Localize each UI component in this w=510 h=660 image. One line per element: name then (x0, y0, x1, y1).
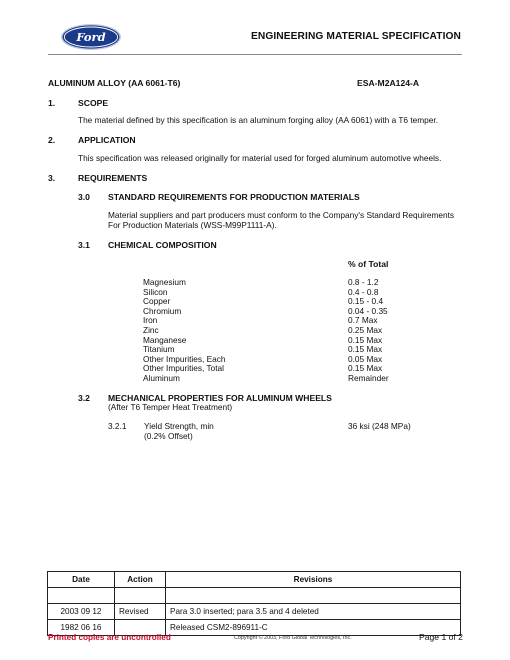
subsection-subtitle-3-2: (After T6 Temper Heat Treatment) (108, 402, 233, 412)
composition-element: Titanium (143, 344, 175, 355)
composition-value: 0.15 Max (348, 363, 383, 374)
revision-text: Released CSM2-896911-C (166, 620, 461, 636)
subsection-number-3-0: 3.0 (78, 192, 90, 202)
revision-date: 2003 09 12 (48, 604, 115, 620)
subsection-title-3-0: STANDARD REQUIREMENTS FOR PRODUCTION MATERIALS (108, 192, 360, 202)
subsection-title-3-1: CHEMICAL COMPOSITION (108, 240, 217, 250)
composition-value: 0.04 - 0.35 (348, 305, 388, 316)
composition-element: Other Impurities, Total (143, 363, 225, 374)
standard-requirements-line-1: Material suppliers and part producers must conform to the Company's Standard Requirements (108, 210, 455, 220)
copyright-notice: Copyright © 2003, Ford Global Technologies, Inc. (234, 635, 352, 641)
section-title-application: APPLICATION (78, 135, 136, 145)
composition-value: 0.05 Max (348, 353, 383, 364)
subsection-number-3-2: 3.2 (78, 393, 90, 403)
revisions-header-row (48, 572, 461, 588)
composition-value: Remainder (348, 373, 389, 383)
standard-requirements-line-2: For Production Materials (WSS-M99P1111-A). (108, 220, 277, 230)
ford-logo (60, 23, 122, 51)
composition-element: Zinc (143, 325, 159, 335)
composition-value: 0.4 - 0.8 (348, 286, 379, 297)
revisions-header-revisions: Revisions (166, 572, 461, 588)
composition-element: Aluminum (143, 373, 180, 383)
composition-element: Magnesium (143, 277, 186, 287)
composition-column-header: % of Total (348, 259, 389, 269)
yield-strength-value: 36 ksi (248 MPa) (348, 421, 411, 431)
subsection-number-3-1: 3.1 (78, 240, 90, 250)
composition-value: 0.25 Max (348, 325, 383, 335)
revision-text: Para 3.0 inserted; para 3.5 and 4 deleted (166, 604, 461, 620)
composition-value: 0.8 - 1.2 (348, 277, 379, 287)
yield-strength-label: Yield Strength, min (144, 421, 214, 431)
section-title-scope: SCOPE (78, 98, 109, 108)
page-title: ENGINEERING MATERIAL SPECIFICATION (251, 31, 461, 42)
composition-element: Chromium (143, 305, 182, 316)
composition-row (143, 374, 423, 384)
composition-value: 0.15 Max (348, 344, 383, 355)
revisions-header-date: Date (48, 572, 115, 588)
composition-element: Other Impurities, Each (143, 353, 226, 364)
revision-row (48, 604, 461, 620)
section-number-scope: 1. (48, 98, 56, 108)
revision-row (48, 588, 461, 604)
composition-value: 0.7 Max (348, 315, 378, 326)
composition-element: Iron (143, 315, 158, 326)
ford-oval-icon (60, 23, 122, 51)
section-number-requirements: 3. (48, 173, 56, 183)
revision-date: 1982 06 16 (48, 620, 115, 636)
revisions-header-action: Action (115, 572, 166, 588)
composition-value: 0.15 - 0.4 (348, 296, 384, 307)
uncontrolled-copy-notice: Printed copies are uncontrolled (48, 633, 171, 642)
revision-action (115, 588, 166, 604)
revision-text (166, 588, 461, 604)
composition-element: Silicon (143, 286, 168, 297)
composition-row (143, 307, 423, 317)
header-divider (48, 54, 462, 55)
section-number-application: 2. (48, 135, 56, 145)
logo-text: Ford (76, 30, 106, 45)
yield-strength-note: (0.2% Offset) (144, 431, 193, 441)
revision-action: Revised (115, 604, 166, 620)
subsection-number-3-2-1: 3.2.1 (108, 421, 127, 431)
material-name: ALUMINUM ALLOY (AA 6061-T6) (48, 78, 181, 88)
composition-element: Manganese (143, 334, 187, 345)
composition-element: Copper (143, 296, 171, 307)
revision-date (48, 588, 115, 604)
application-text: This specification was released originally for material used for forged aluminum automotive wheels. (78, 153, 442, 163)
page-number: Page 1 of 2 (419, 632, 463, 642)
section-title-requirements: REQUIREMENTS (78, 173, 148, 183)
scope-text: The material defined by this specification is an aluminum forging alloy (AA 6061) with a T6 temper. (78, 115, 439, 125)
revisions-table (47, 571, 461, 636)
composition-row (143, 278, 423, 288)
spec-number: ESA-M2A124-A (357, 78, 420, 88)
composition-value: 0.15 Max (348, 334, 383, 345)
subsection-title-3-2: MECHANICAL PROPERTIES FOR ALUMINUM WHEELS (108, 393, 332, 403)
